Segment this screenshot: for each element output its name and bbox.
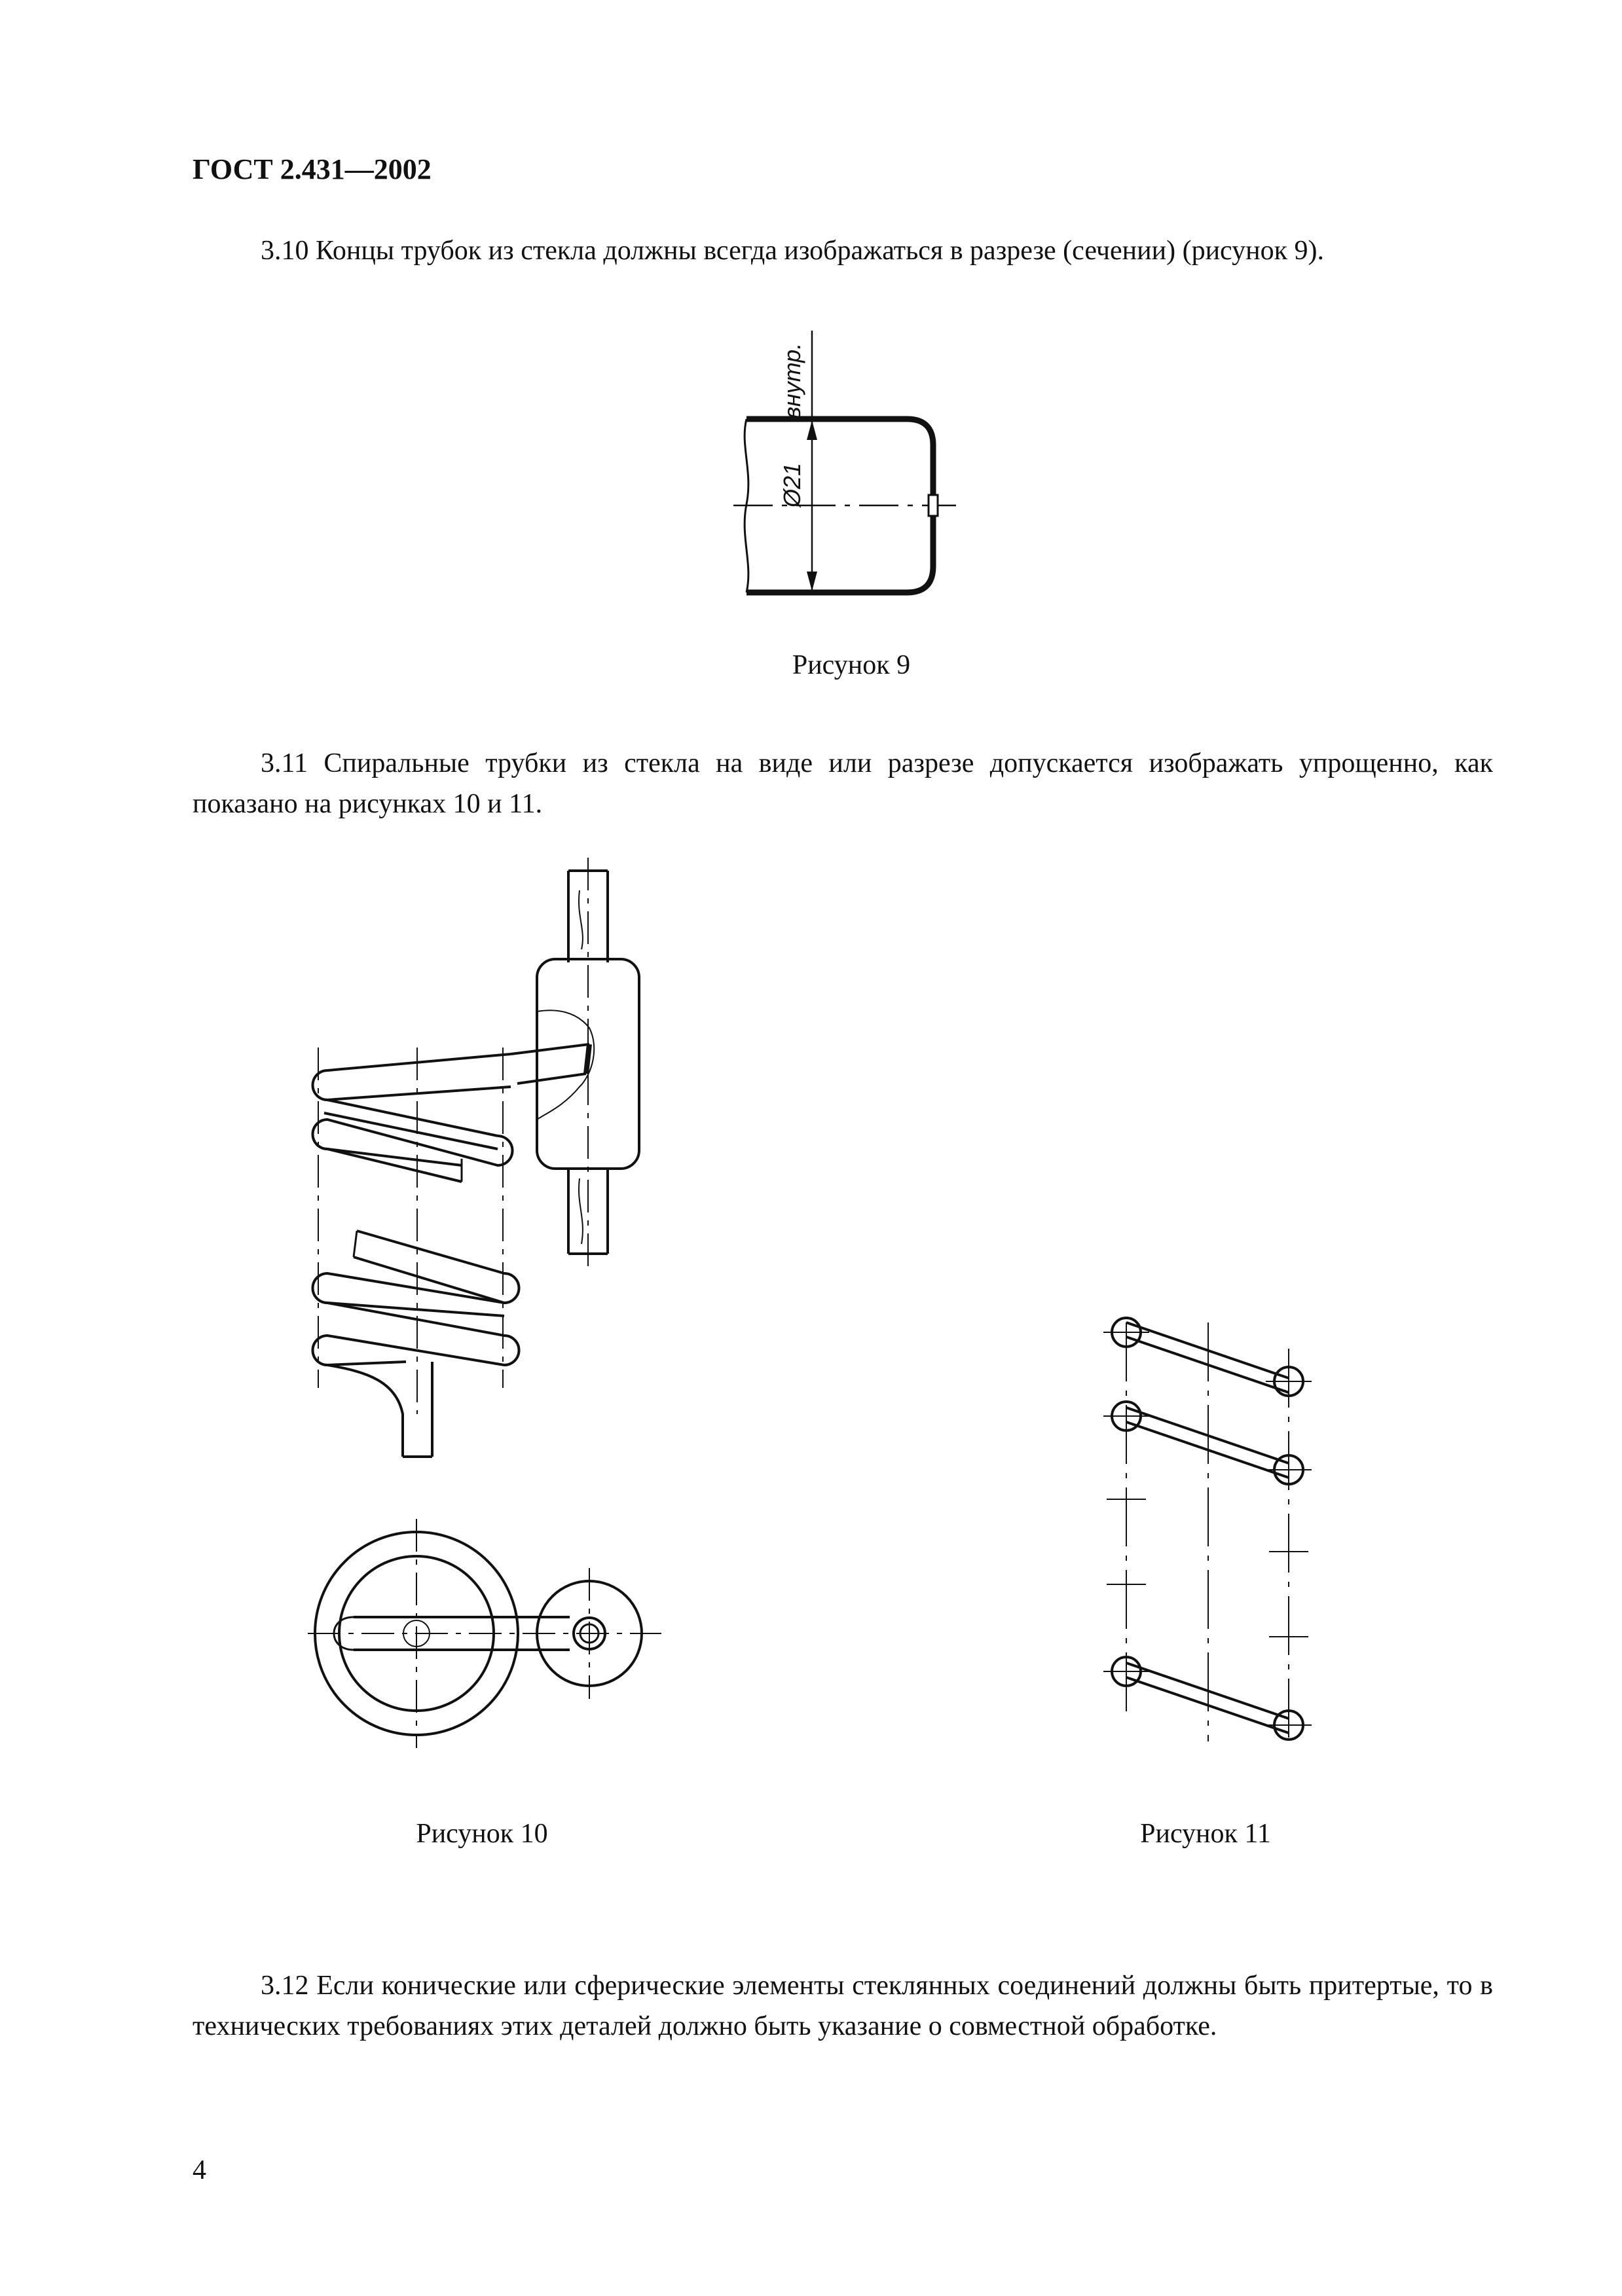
paragraph-3-10: 3.10 Концы трубок из стекла должны всегда изображаться в разрезе (сечении) (рисунок 9). [261, 236, 1325, 266]
page-number: 4 [193, 2155, 206, 2185]
document-header: ГОСТ 2.431—2002 [193, 153, 432, 185]
figure-10-caption: Рисунок 10 [416, 1819, 548, 1849]
inner-label: внутр. [779, 342, 805, 419]
figure-11-drawing [1103, 1318, 1312, 1741]
figure-9-caption: Рисунок 9 [792, 650, 911, 680]
figure-9-drawing [733, 331, 956, 592]
figure-11-caption: Рисунок 11 [1140, 1819, 1271, 1849]
figure-10-drawing [308, 858, 661, 1748]
paragraph-3-11: 3.11 Спиральные трубки из стекла на виде или разрезе допускается изображать упрощенно, как показано на рисунках 10 и 11. [193, 748, 1493, 819]
paragraph-3-12: 3.12 Если конические или сферические элементы стеклянных соединений должны быть притертые, то в технических требованиях этих деталей должно быть указание о совместной обработке. [193, 1971, 1493, 2041]
diameter-label: Ø21 [779, 462, 805, 507]
